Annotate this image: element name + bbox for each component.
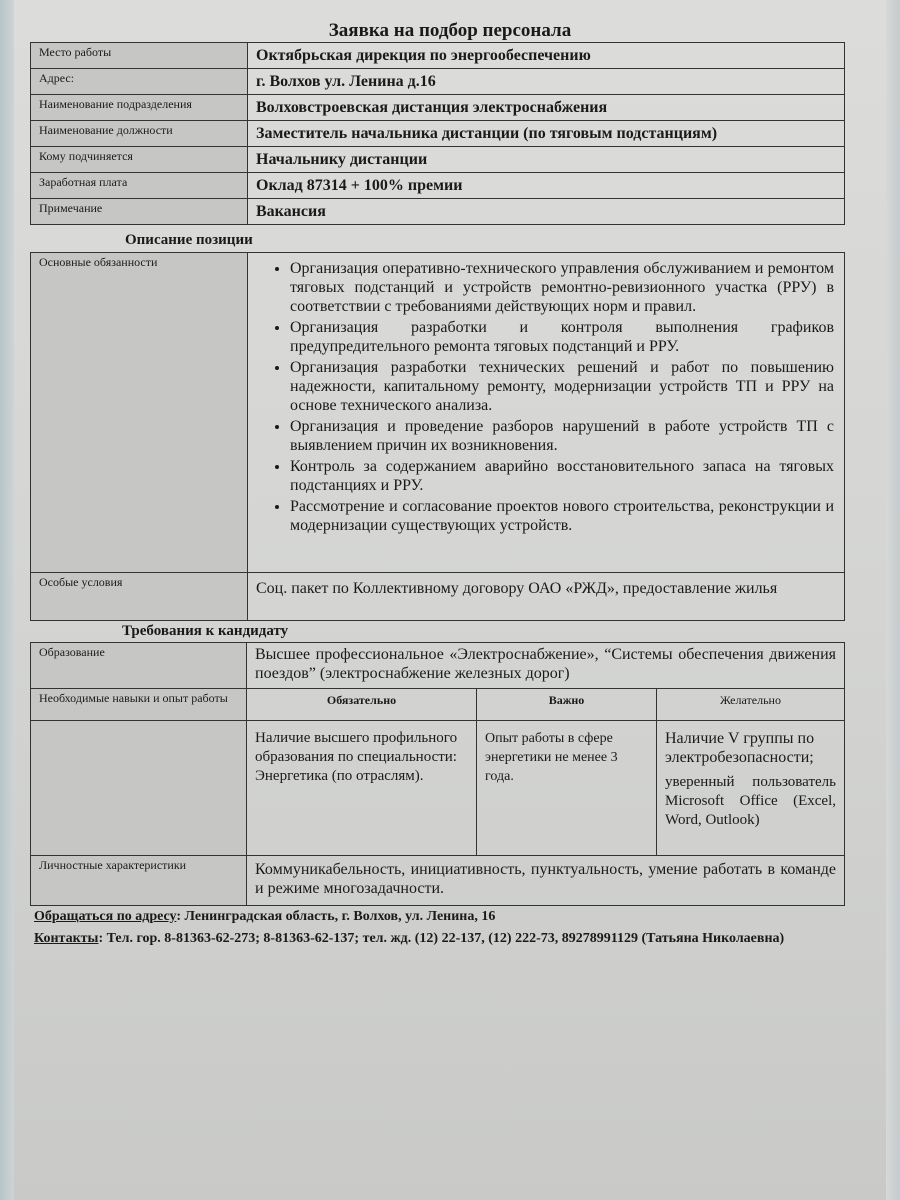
- conditions-label: Особые условия: [31, 573, 248, 621]
- address-line: [34, 907, 844, 927]
- requirements-heading: Требования к кандидату: [122, 623, 289, 639]
- contacts-label: Контакты: [34, 931, 99, 946]
- contacts-line: [34, 929, 844, 949]
- skills-blank: [31, 721, 247, 856]
- info-value: Начальнику дистанции: [248, 147, 845, 173]
- skills-label: Необходимые навыки и опыт работы: [31, 689, 247, 721]
- contacts-value: : Тел. гор. 8-81363-62-273; 8-81363-62-137; тел. жд. (12) 22-137, (12) 222-73, 89278991129 (Татьяна Николаевна): [98, 931, 785, 946]
- duty-item: • Контроль за содержанием аварийно восстановительного запаса на тяговых подстанциях и РРУ.: [290, 457, 834, 495]
- address-label: Обращаться по адресу: [34, 909, 177, 924]
- info-label: Наименование должности: [31, 121, 248, 147]
- col-desired: Желательно: [657, 689, 845, 721]
- photo-edge-right: [886, 0, 900, 1200]
- personal-value: Коммуникабельность, инициативность, пунктуальность, умение работать в команде и режиме многозадачности.: [247, 856, 845, 906]
- desired-value-2: уверенный пользователь Microsoft Office (Excel, Word, Outlook): [665, 774, 836, 828]
- info-label: Кому подчиняется: [31, 147, 248, 173]
- duties-label: Основные обязанности: [31, 253, 248, 573]
- required-value: Наличие высшего профильного образования по специальности: Энергетика (по отраслям).: [247, 721, 477, 856]
- position-table: [30, 252, 845, 621]
- personal-label: Личностные характеристики: [31, 856, 247, 906]
- duty-item: • Рассмотрение и согласование проектов нового строительства, реконструкции и модернизации существующих устройств.: [290, 497, 834, 535]
- desired-value-1: Наличие V группы по электробезопасности;: [665, 730, 815, 766]
- address-value: : Ленинградская область, г. Волхов, ул. Ленина, 16: [176, 909, 496, 924]
- info-label: Место работы: [31, 43, 248, 69]
- info-label: Наименование подразделения: [31, 95, 248, 121]
- col-important: Важно: [477, 689, 657, 721]
- duty-item: • Организация разработки технических решений и работ по повышению надежности, капитальному ремонту, модернизации устройств ТП и РРУ на основе технического анализа.: [290, 358, 834, 415]
- duty-item: • Организация оперативно-технического управления обслуживанием и ремонтом тяговых подстанций и устройств ремонтно-ревизионного участка (РРУ) в соответствии с требованиями действующих норм и правил.: [290, 259, 834, 316]
- requirements-table: [30, 642, 845, 906]
- photo-edge-left: [0, 0, 14, 1200]
- col-required: Обязательно: [247, 689, 477, 721]
- info-label: Примечание: [31, 199, 248, 225]
- info-table: [30, 42, 845, 225]
- education-value: Высшее профессиональное «Электроснабжение», “Системы обеспечения движения поездов” (электроснабжение железных дорог): [247, 643, 845, 689]
- info-value: Заместитель начальника дистанции (по тяговым подстанциям): [248, 121, 845, 147]
- duties-list: [262, 259, 834, 535]
- education-label: Образование: [31, 643, 247, 689]
- document-title: Заявка на подбор персонала: [328, 20, 572, 41]
- info-value: Волховстроевская дистанция электроснабжения: [248, 95, 845, 121]
- duty-item: • Организация и проведение разборов нарушений в работе устройств ТП с выявлением причин их возникновения.: [290, 417, 834, 455]
- info-value: Октябрьская дирекция по энергообеспечению: [248, 43, 845, 69]
- info-value: Оклад 87314 + 100% премии: [248, 173, 845, 199]
- info-label: Адрес:: [31, 69, 248, 95]
- important-value: Опыт работы в сфере энергетики не менее 3 года.: [477, 721, 657, 856]
- info-value: г. Волхов ул. Ленина д.16: [248, 69, 845, 95]
- position-heading: Описание позиции: [125, 232, 253, 248]
- duty-item: • Организация разработки и контроля выполнения графиков предупредительного ремонта тяговых подстанций и РРУ.: [290, 318, 834, 356]
- info-label: Заработная плата: [31, 173, 248, 199]
- info-value: Вакансия: [248, 199, 845, 225]
- conditions-value: Соц. пакет по Коллективному договору ОАО «РЖД», предоставление жилья: [248, 573, 845, 621]
